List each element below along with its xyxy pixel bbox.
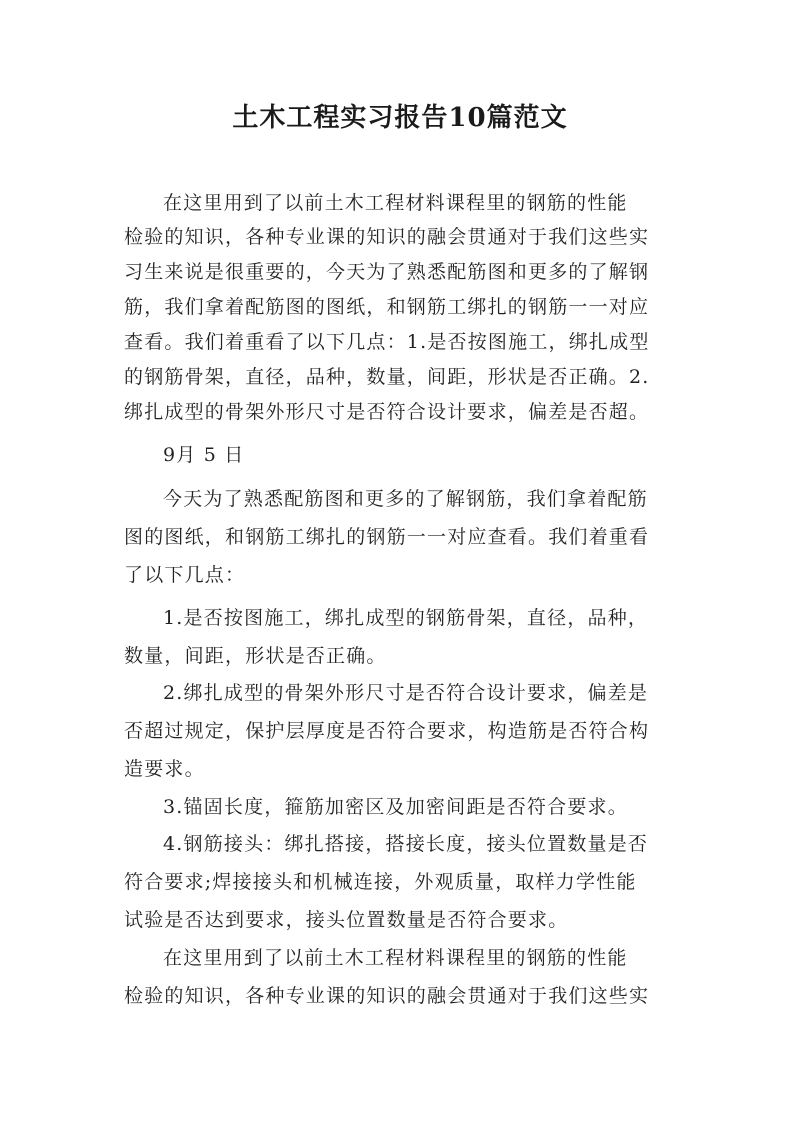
list-item-line: 1.是否按图施工，绑扎成型的钢筋骨架，直径，品种，	[163, 607, 649, 629]
list-item-line: 3.锚固长度，箍筋加密区及加密间距是否符合要求。	[163, 796, 628, 818]
paragraph-line: 图的图纸，和钢筋工绑扎的钢筋一一对应查看。我们着重看	[124, 526, 650, 548]
paragraph-line: 检验的知识，各种专业课的知识的融会贯通对于我们这些实	[124, 985, 650, 1007]
list-item-line: 符合要求;焊接接头和机械连接，外观质量，取样力学性能	[124, 871, 637, 893]
list-item-line: 否超过规定，保护层厚度是否符合要求，构造筋是否符合构	[124, 720, 650, 742]
paragraph-line: 检验的知识，各种专业课的知识的融会贯通对于我们这些实	[124, 226, 650, 248]
paragraph-line: 筋，我们拿着配筋图的图纸，和钢筋工绑扎的钢筋一一对应	[124, 296, 650, 318]
list-item-line: 4.钢筋接头：绑扎搭接，搭接长度，接头位置数量是否	[163, 833, 649, 855]
paragraph-line: 查看。我们着重看了以下几点：1.是否按图施工，绑扎成型	[124, 331, 650, 353]
list-item-line: 造要求。	[124, 758, 205, 780]
paragraph-line: 在这里用到了以前土木工程材料课程里的钢筋的性能	[163, 947, 628, 969]
paragraph-line: 习生来说是很重要的，今天为了熟悉配筋图和更多的了解钢	[124, 261, 650, 283]
list-item-line: 试验是否达到要求，接头位置数量是否符合要求。	[124, 909, 569, 931]
paragraph-line: 今天为了熟悉配筋图和更多的了解钢筋，我们拿着配筋	[163, 488, 648, 510]
document-title: 土木工程实习报告10篇范文	[232, 103, 568, 133]
list-item-line: 2.绑扎成型的骨架外形尺寸是否符合设计要求，偏差是	[163, 682, 649, 704]
paragraph-line: 在这里用到了以前土木工程材料课程里的钢筋的性能	[163, 192, 628, 214]
list-item-line: 数量，间距，形状是否正确。	[124, 645, 387, 667]
date-line: 9月 5 日	[163, 444, 245, 466]
paragraph-line: 了以下几点：	[124, 564, 246, 586]
paragraph-line: 的钢筋骨架，直径，品种，数量，间距，形状是否正确。2.	[124, 366, 650, 388]
paragraph-line: 绑扎成型的骨架外形尺寸是否符合设计要求，偏差是否超。	[124, 401, 650, 423]
